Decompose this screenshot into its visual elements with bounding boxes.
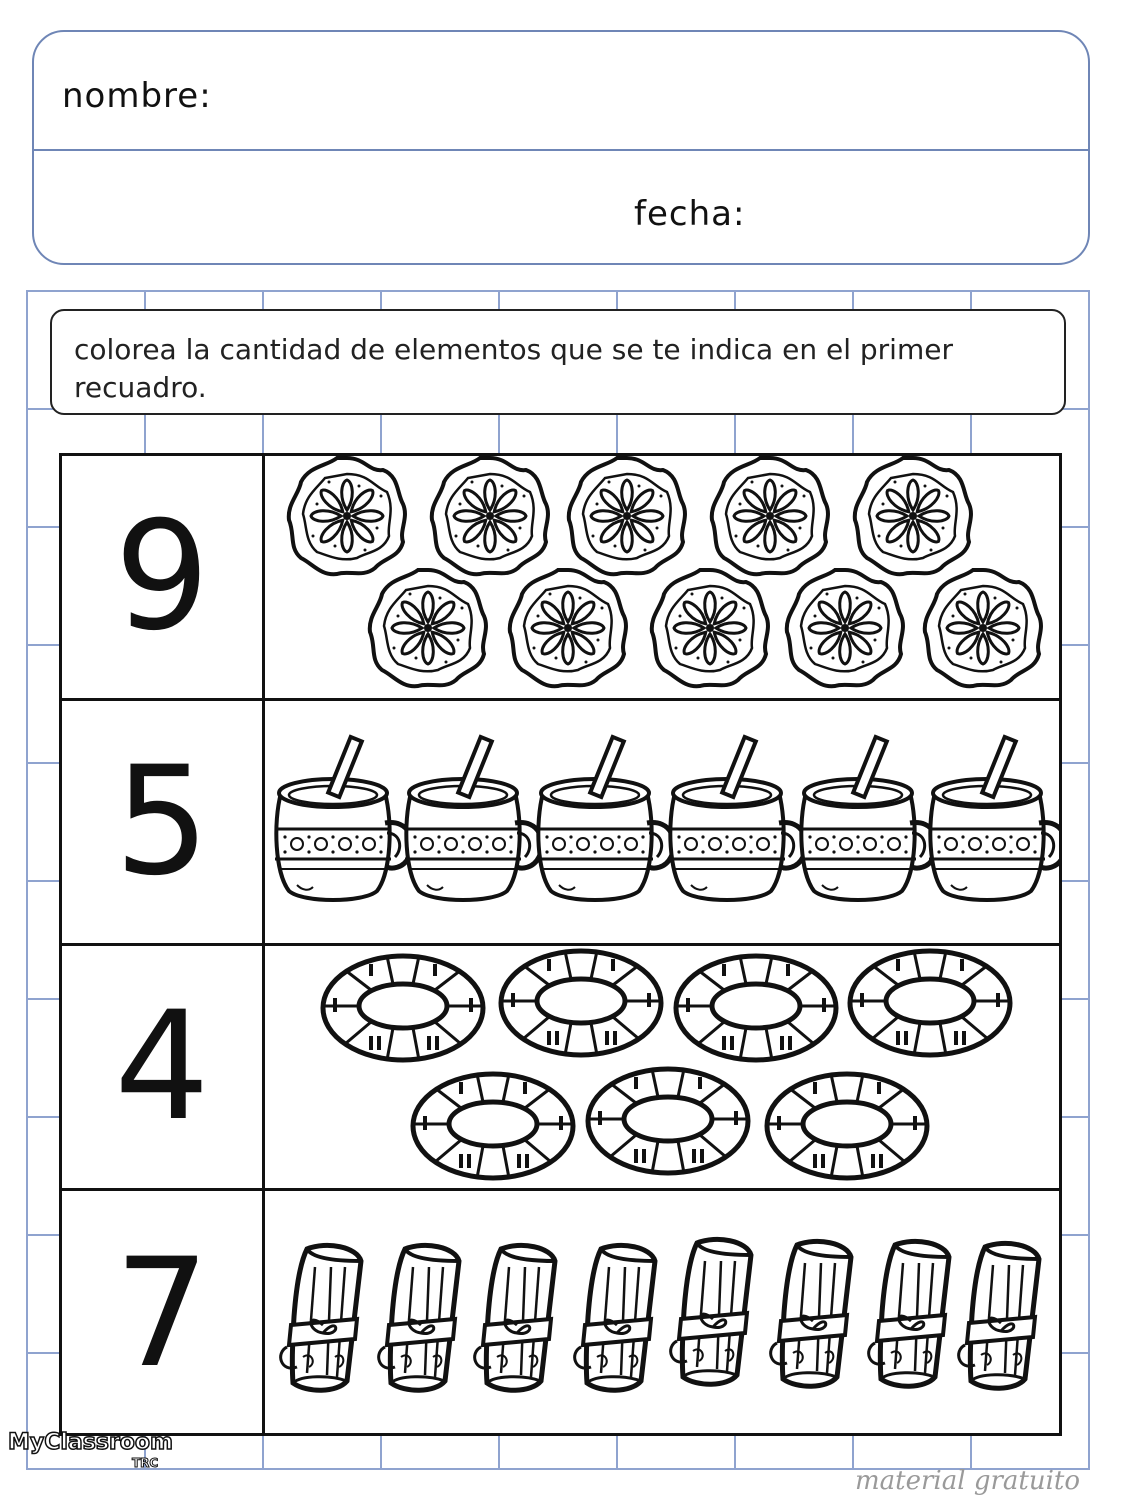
rosca-5[interactable] (413, 1074, 573, 1178)
picture-cell (265, 946, 1059, 1188)
target-number: 9 (62, 456, 265, 698)
date-label: fecha: (634, 194, 746, 234)
footer-note: material gratuito (855, 1466, 1080, 1496)
flower-cookie-10[interactable] (925, 570, 1041, 686)
tamale-7[interactable] (869, 1241, 949, 1386)
target-number: 7 (62, 1191, 265, 1436)
picture-cell (265, 456, 1059, 698)
myclassroom-logo: MyClassroom (8, 1430, 173, 1455)
tamale-4[interactable] (575, 1245, 655, 1390)
tamale-3[interactable] (475, 1245, 555, 1390)
tamale-8[interactable] (959, 1243, 1039, 1388)
target-number: 4 (62, 946, 265, 1188)
flower-cookie-7[interactable] (510, 570, 626, 686)
flower-cookie-1[interactable] (289, 458, 405, 574)
header-divider (34, 149, 1088, 151)
myclassroom-logo-sub: TRC (132, 1456, 159, 1470)
rosca-7[interactable] (767, 1074, 927, 1178)
flower-cookie-3[interactable] (569, 458, 685, 574)
flower-cookie-9[interactable] (787, 570, 903, 686)
picture-cell (265, 1191, 1059, 1436)
rosca-6[interactable] (588, 1069, 748, 1173)
flower-cookie-6[interactable] (370, 570, 486, 686)
task-row-2 (62, 701, 1059, 946)
rosca-2[interactable] (501, 951, 661, 1055)
tamale-1[interactable] (281, 1245, 361, 1390)
tamale-6[interactable] (771, 1241, 851, 1386)
picture-cell (265, 701, 1059, 943)
mug-5[interactable] (800, 737, 937, 900)
mug-3[interactable] (537, 737, 674, 900)
flower-cookie-4[interactable] (712, 458, 828, 574)
tamale-2[interactable] (379, 1245, 459, 1390)
task-row-4 (62, 1191, 1059, 1436)
flower-cookie-8[interactable] (652, 570, 768, 686)
header-card (32, 30, 1090, 265)
tamale-5[interactable] (671, 1239, 751, 1384)
rosca-3[interactable] (676, 956, 836, 1060)
flower-cookie-2[interactable] (432, 458, 548, 574)
task-table (59, 453, 1062, 1436)
rosca-1[interactable] (323, 956, 483, 1060)
mug-2[interactable] (405, 737, 542, 900)
flower-cookie-5[interactable] (855, 458, 971, 574)
mug-1[interactable] (275, 737, 412, 900)
task-row-1 (62, 456, 1059, 701)
task-row-3 (62, 946, 1059, 1191)
rosca-4[interactable] (850, 951, 1010, 1055)
mug-4[interactable] (669, 737, 806, 900)
mug-6[interactable] (929, 737, 1059, 900)
instruction-box: colorea la cantidad de elementos que se te indica en el primer recuadro. (50, 309, 1066, 415)
target-number: 5 (62, 701, 265, 943)
name-label: nombre: (62, 76, 212, 116)
